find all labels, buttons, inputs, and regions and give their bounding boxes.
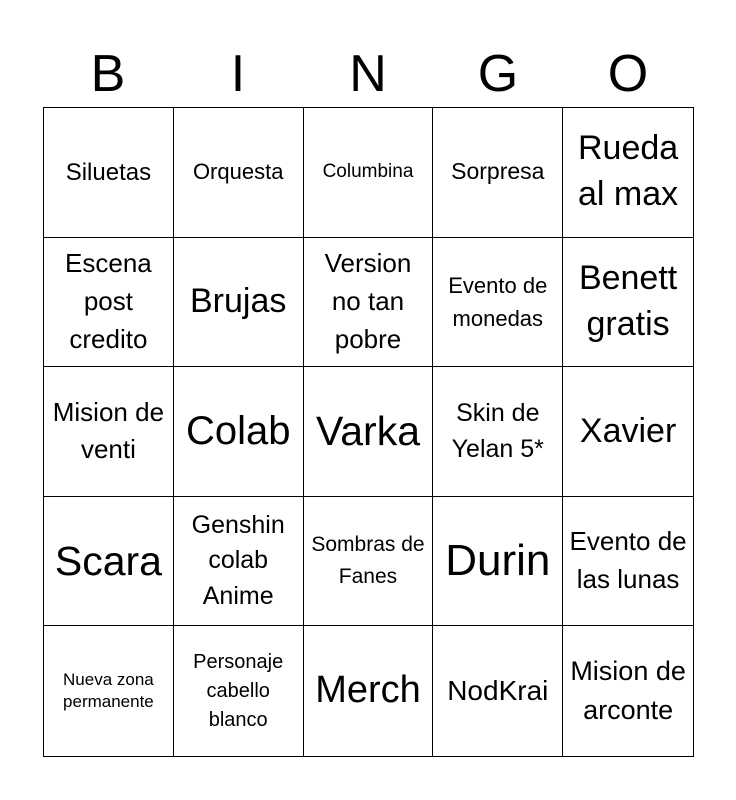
cell-text: Colab xyxy=(185,409,291,454)
cell-text: Mision de venti xyxy=(52,396,165,465)
bingo-header xyxy=(43,40,693,108)
cell-text: Mision de arconte xyxy=(570,656,686,726)
cell-text: Merch xyxy=(315,669,421,712)
cell-text: Benett gratis xyxy=(578,259,678,343)
bingo-cell-r5c3 xyxy=(304,626,434,756)
bingo-cell-r4c2 xyxy=(174,497,304,627)
bingo-cell-r2c1 xyxy=(44,238,174,368)
cell-text: Genshin colab Anime xyxy=(191,510,285,610)
cell-text: Siluetas xyxy=(65,158,152,186)
cell-text: Version no tan pobre xyxy=(324,248,412,354)
bingo-board xyxy=(43,107,694,757)
bingo-cell-r3c4 xyxy=(433,367,563,497)
bingo-cell-r3c1 xyxy=(44,367,174,497)
bingo-cell-r1c1 xyxy=(44,108,174,238)
bingo-cell-r4c5 xyxy=(563,497,693,627)
header-letter-g: G xyxy=(477,45,519,103)
header-letter-n: N xyxy=(349,45,387,103)
cell-text: Orquesta xyxy=(192,159,284,184)
bingo-cell-r4c3 xyxy=(304,497,434,627)
bingo-cell-r2c5 xyxy=(563,238,693,368)
bingo-cell-r2c4 xyxy=(433,238,563,368)
bingo-cell-r4c1 xyxy=(44,497,174,627)
bingo-cell-r1c5 xyxy=(563,108,693,238)
header-letter-o: O xyxy=(607,45,649,103)
bingo-cell-r5c1 xyxy=(44,626,174,756)
bingo-cell-r4c4 xyxy=(433,497,563,627)
bingo-cell-r1c4 xyxy=(433,108,563,238)
bingo-cell-r3c5 xyxy=(563,367,693,497)
bingo-cell-r1c3 xyxy=(304,108,434,238)
cell-text: NodKrai xyxy=(447,675,549,706)
cell-text: Xavier xyxy=(579,411,677,450)
bingo-cell-r5c5 xyxy=(563,626,693,756)
cell-text: Evento de las lunas xyxy=(569,526,687,595)
header-letter-b: B xyxy=(90,45,126,103)
cell-text: Skin de Yelan 5* xyxy=(451,399,544,464)
bingo-cell-r3c3 xyxy=(304,367,434,497)
cell-text: Sombras de Fanes xyxy=(311,532,425,589)
cell-text: Sorpresa xyxy=(451,158,545,185)
cell-text: Escena post credito xyxy=(65,248,152,354)
bingo-cell-r3c2 xyxy=(174,367,304,497)
bingo-cell-r2c3 xyxy=(304,238,434,368)
cell-text: Scara xyxy=(54,537,162,584)
bingo-cell-r5c2 xyxy=(174,626,304,756)
cell-text: Varka xyxy=(315,407,421,454)
bingo-cell-r2c2 xyxy=(174,238,304,368)
cell-text: Durin xyxy=(445,535,551,585)
cell-text: Personaje cabello blanco xyxy=(193,650,284,731)
cell-text: Columbina xyxy=(322,160,414,182)
cell-text: Evento de monedas xyxy=(448,272,548,331)
header-letter-i: I xyxy=(230,45,246,103)
bingo-cell-r5c4 xyxy=(433,626,563,756)
cell-text: Rueda al max xyxy=(577,129,679,214)
bingo-cell-r1c2 xyxy=(174,108,304,238)
cell-text: Brujas xyxy=(190,281,287,320)
cell-text: Nueva zona permanente xyxy=(63,670,154,712)
